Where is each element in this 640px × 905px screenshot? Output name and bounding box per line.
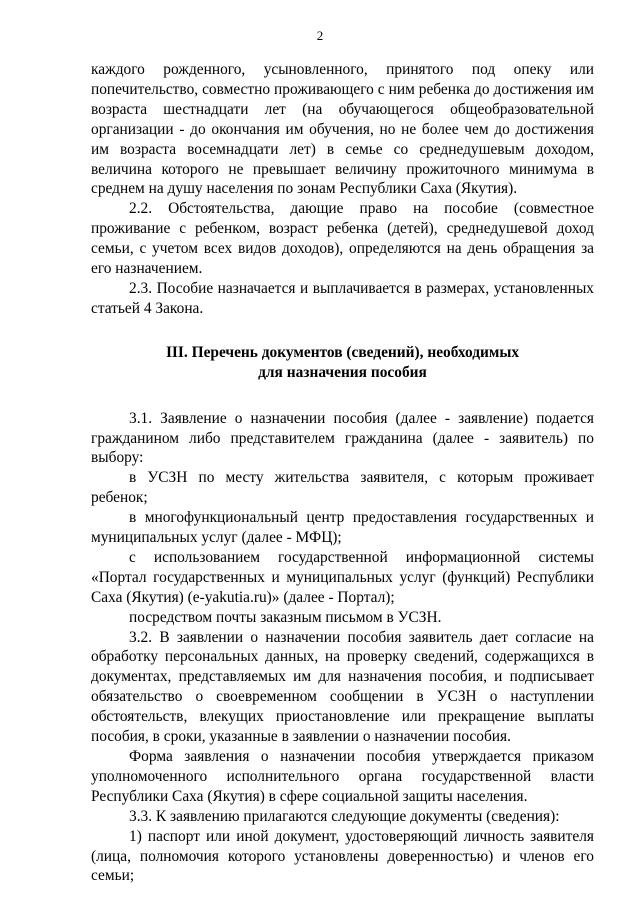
section-heading-line-1: III. Перечень документов (сведений), необходимых: [165, 343, 520, 361]
document-body: [91, 60, 594, 886]
section-heading-line-2: для назначения пособия: [258, 363, 427, 381]
list-item-uszn: в УСЗН по месту жительства заявителя, с которым проживает ребенок;: [91, 469, 594, 507]
list-item-mail: посредством почты заказным письмом в УСЗН.: [129, 608, 442, 626]
paragraph-2-2: 2.2. Обстоятельства, дающие право на пособие (совместное проживание с ребенком, возраст ребенка (детей), среднедушевой доход семьи, с учетом всех видов доходов), определяются на день обращения за его назначением.: [91, 200, 594, 278]
list-item-passport: 1) паспорт или иной документ, удостоверяющий личность заявителя (лица, полномочия которого установлены доверенностью) и членов его семьи;: [91, 827, 594, 885]
paragraph-3-1: 3.1. Заявление о назначении пособия (далее - заявление) подается гражданином либо представителем гражданина (далее - заявитель) по выбору:: [91, 409, 594, 467]
section-heading: [91, 343, 594, 383]
list-item-portal: с использованием государственной информационной системы «Портал государственных и муниципальных услуг (функций) Республики Саха (Якутия) (e-yakutia.ru)» (далее - Портал);: [91, 548, 594, 606]
page-number: 2: [316, 28, 324, 43]
paragraph-form: Форма заявления о назначении пособия утверждается приказом уполномоченного исполнительного органа государственной власти Республики Саха (Якутия) в сфере социальной защиты населения.: [91, 748, 594, 805]
paragraph-3-3: 3.3. К заявлению прилагаются следующие документы (сведения):: [129, 807, 560, 825]
list-item-mfc: в многофункциональный центр предоставления государственных и муниципальных услуг (далее - МФЦ);: [91, 509, 594, 547]
paragraph-3-2: 3.2. В заявлении о назначении пособия заявитель дает согласие на обработку персональных данных, на проверку сведений, содержащихся в документах, представляемых им для назначения пособия, и подписывает обязательство о своевременном сообщении в УСЗН о наступлении обстоятельств, влекущих приостановление или прекращение выплаты пособия, в сроки, указанные в заявлении о назначении пособия.: [91, 628, 594, 746]
paragraph-2-3: 2.3. Пособие назначается и выплачивается в размерах, установленных статьей 4 Закона.: [91, 279, 594, 317]
paragraph-continuation: каждого рожденного, усыновленного, принятого под опеку или попечительство, совместно проживающего с ним ребенка до достижения им возраста шестнадцати лет (на обучающегося общеобразовательной организации - до окончания им обучения, но не более чем до достижения им возраста восемнадцати лет) в семье со среднедушевым доходом, величина которого не превышает величину прожиточного минимума в среднем на душу населения по зонам Республики Саха (Якутия).: [91, 61, 594, 198]
